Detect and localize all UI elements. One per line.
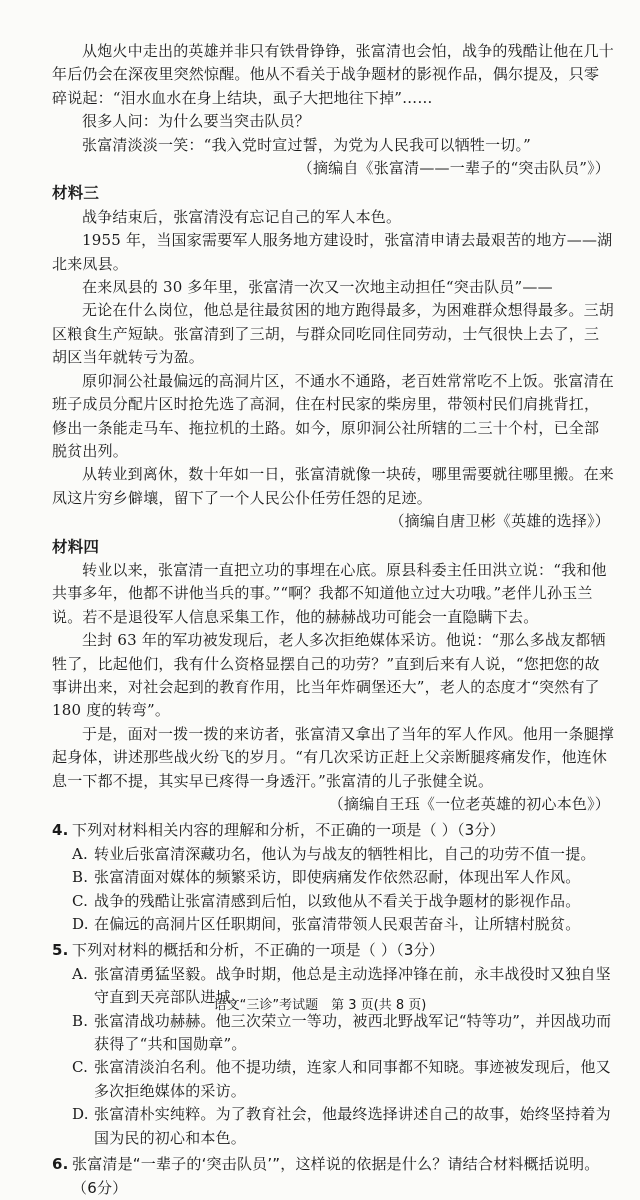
option-text: 张富清淡泊名利。他不提功绩，连家人和同事都不知晓。事迹被发现后，他又多次拒绝媒体的采访。	[94, 1058, 611, 1100]
paragraph: 1955 年，当国家需要军人服务地方建设时，张富清申请去最艰苦的地方——湖北来凤县。	[52, 231, 613, 273]
paragraph: 张富清淡淡一笑：“我入党时宣过誓，为党为人民我可以牺牲一切。”	[82, 135, 532, 154]
question-stem: 下列对材料的概括和分析，不正确的一项是（ ）（3分）	[72, 941, 445, 960]
paragraph: 从转业到离休，数十年如一日，张富清就像一块砖，哪里需要就往哪里搬。在来凤这片穷乡僻壤，留下了一个人民公仆任劳任怨的足迹。	[52, 465, 615, 507]
answer-option	[52, 1056, 614, 1103]
paragraph: 战争结束后，张富清没有忘记自己的军人本色。	[82, 207, 402, 226]
option-text: 张富清战功赫赫。他三次荣立一等功，被西北野战军记“特等功”，并因战功而获得了“共和国勋章”。	[94, 1011, 612, 1054]
option-letter: B.	[72, 868, 89, 887]
option-letter: D.	[72, 1105, 89, 1124]
page-content	[52, 0, 614, 1200]
page-footer: 语文“三诊”考试题 第 3 页(共 8 页)	[213, 998, 427, 1013]
option-letter: A.	[72, 964, 89, 983]
paragraph: 尘封 63 年的军功被发现后，老人多次拒绝媒体采访。他说：“那么多战友都牺牲了，比起他们，我有什么资格显摆自己的功劳？”直到后来有人说，“您把您的故事讲出来，对社会起到的教育作用，比当年炸碉堡还大”，老人的态度才“突然有了 180 度的转弯”。	[52, 631, 606, 720]
option-text: 张富清朴实纯粹。为了教育社会，他最终选择讲述自己的故事，始终坚持着为国为民的初心和本色。	[94, 1105, 611, 1147]
option-letter: C.	[72, 1058, 89, 1077]
material-heading: 材料四	[52, 537, 100, 556]
option-letter: C.	[72, 891, 89, 910]
answer-option	[52, 1103, 614, 1150]
question-stem: 张富清是“一辈子的‘突击队员’”，这样说的依据是什么？请结合材料概括说明。（6分）	[72, 1155, 600, 1197]
option-text: 转业后张富清深藏功名，他认为与战友的牺牲相比，自己的功劳不值一提。	[94, 844, 596, 863]
question-number: 5.	[52, 941, 69, 960]
material-heading: 材料三	[52, 184, 100, 203]
answer-option	[52, 890, 614, 913]
answer-option	[52, 866, 614, 889]
paragraph: 无论在什么岗位，他总是往最贫困的地方跑得最多，为困难群众想得最多。三胡区粮食生产短缺。张富清到了三胡，与群众同吃同住同劳动，士气很快上去了，三胡区当年就转亏为盈。	[52, 301, 615, 367]
option-text: 张富清面对媒体的频繁采访，即使病痛发作依然忍耐，体现出军人作风。	[94, 868, 581, 887]
answer-option	[52, 843, 614, 866]
source-citation: （摘编自唐卫彬《英雄的选择》）	[389, 512, 610, 531]
answer-option	[52, 1010, 614, 1057]
option-letter: A.	[72, 844, 89, 863]
source-citation: （摘编自王珏《一位老英雄的初心本色》）	[328, 795, 610, 813]
option-text: 在偏远的高洞片区任职期间，张富清带领人民艰苦奋斗，让所辖村脱贫。	[94, 915, 581, 934]
question-6	[52, 1153, 614, 1200]
paragraph: 在来凤县的 30 多年里，张富清一次又一次地主动担任“突击队员”——	[82, 278, 553, 297]
option-letter: D.	[72, 915, 89, 934]
question-number: 4.	[52, 821, 69, 840]
answer-option	[52, 913, 614, 936]
paragraph: 转业以来，张富清一直把立功的事埋在心底。原县科委主任田洪立说：“我和他共事多年，他都不讲他当兵的事。”“啊？我都不知道他立过大功哦。”老伴儿孙玉兰说。若不是退役军人信息采集工作，他的赫赫战功可能会一直隐瞒下去。	[52, 560, 607, 626]
option-text: 战争的残酷让张富清感到后怕，以致他从不看关于战争题材的影视作品。	[94, 891, 581, 910]
option-text: 张富清勇猛坚毅。战争时期，他总是主动选择冲锋在前，永丰战役时又独自坚守直到天亮部队进城。	[94, 964, 611, 1007]
paragraph: 原卯洞公社最偏远的高洞片区，不通水不通路，老百姓常常吃不上饭。张富清在班子成员分配片区时抢先选了高洞，住在村民家的柴房里，带领村民们肩挑背扛，修出一条能走马车、拖拉机的土路。如今，原卯洞公社所辖的二三十个村，已全部脱贫出列。	[52, 371, 615, 460]
question-number: 6.	[52, 1155, 69, 1174]
option-letter: B.	[72, 1011, 89, 1030]
source-citation: （摘编自《张富清——一辈子的“突击队员”》）	[297, 159, 610, 178]
paragraph: 从炮火中走出的英雄并非只有铁骨铮铮，张富清也会怕，战争的残酷让他在几十年后仍会在深夜里突然惊醒。他从不看关于战争题材的影视作品，偶尔提及，只零碎说起：“泪水血水在身上结块，虱子大把地往下掉”……	[52, 42, 615, 107]
question-5	[52, 939, 614, 962]
question-stem: 下列对材料相关内容的理解和分析，不正确的一项是（ ）（3分）	[72, 821, 505, 840]
paragraph: 很多人问：为什么要当突击队员？	[82, 112, 311, 131]
paragraph: 于是，面对一拨一拨的来访者，张富清又拿出了当年的军人作风。他用一条腿撑起身体，讲述那些战火纷飞的岁月。“有几次采访正赶上父亲断腿疼痛发作，他连休息一下都不提，其实早已疼得一身透汗。”张富清的儿子张健全说。	[52, 724, 615, 790]
question-4	[52, 819, 614, 842]
